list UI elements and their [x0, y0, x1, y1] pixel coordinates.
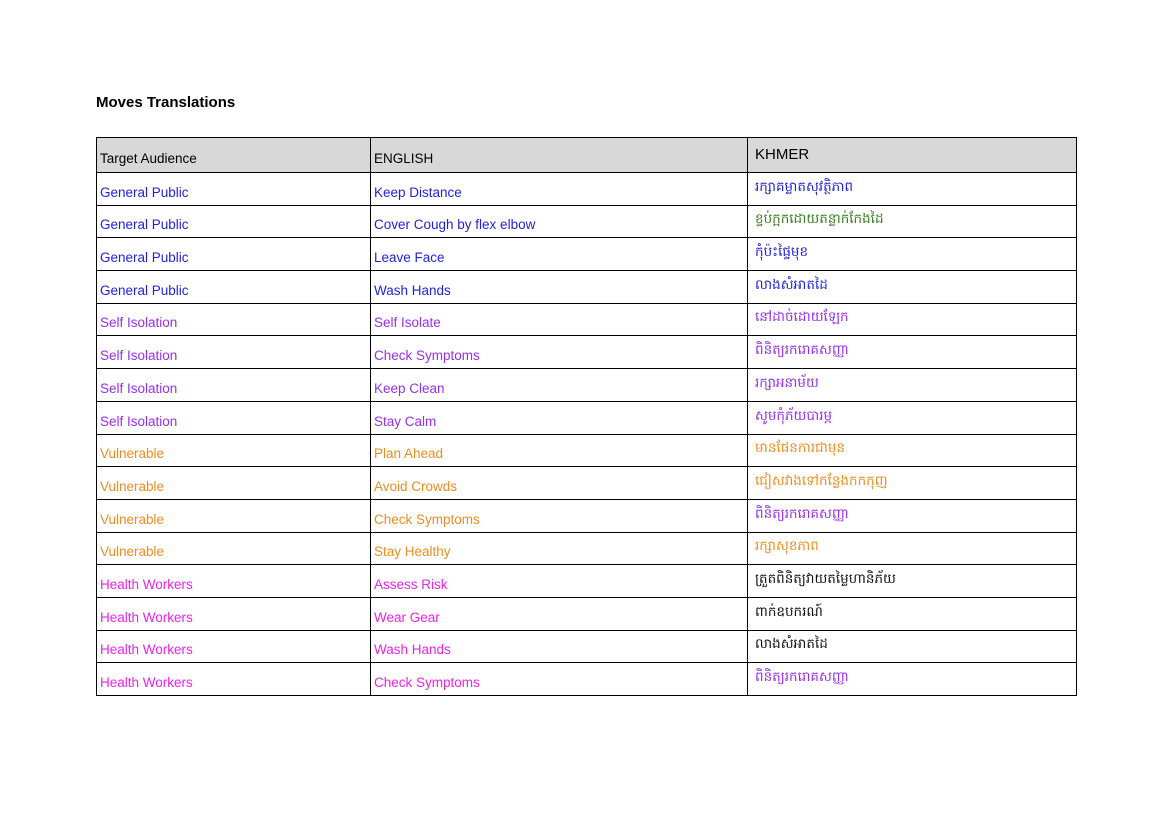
- audience-cell: Health Workers: [97, 565, 371, 598]
- table-row: [97, 369, 1077, 402]
- table-row: [97, 336, 1077, 369]
- table-body: [97, 173, 1077, 696]
- audience-cell: Self Isolation: [97, 369, 371, 402]
- english-cell: Keep Distance: [371, 173, 748, 206]
- khmer-cell: រក្សាគម្លាតសុវត្ថិភាព: [748, 173, 1077, 206]
- khmer-cell: ជៀសវាងទៅកន្លែងកកកុញ: [748, 467, 1077, 500]
- table-header-row: [97, 138, 1077, 173]
- audience-cell: Health Workers: [97, 597, 371, 630]
- khmer-cell: រក្សាអនាម័យ: [748, 369, 1077, 402]
- table-row: [97, 467, 1077, 500]
- khmer-cell: ពាក់ឧបករណ៍: [748, 597, 1077, 630]
- translations-table: [96, 137, 1077, 696]
- english-cell: Plan Ahead: [371, 434, 748, 467]
- audience-cell: Vulnerable: [97, 467, 371, 500]
- audience-cell: General Public: [97, 205, 371, 238]
- table-row: [97, 271, 1077, 304]
- audience-cell: Health Workers: [97, 630, 371, 663]
- english-cell: Wash Hands: [371, 271, 748, 304]
- table-row: [97, 663, 1077, 696]
- table-row: [97, 532, 1077, 565]
- audience-cell: General Public: [97, 173, 371, 206]
- table-row: [97, 173, 1077, 206]
- english-cell: Leave Face: [371, 238, 748, 271]
- english-cell: Check Symptoms: [371, 336, 748, 369]
- audience-cell: Vulnerable: [97, 532, 371, 565]
- audience-cell: Self Isolation: [97, 401, 371, 434]
- audience-cell: Vulnerable: [97, 434, 371, 467]
- header-target-audience: Target Audience: [97, 138, 371, 173]
- khmer-cell: ពិនិត្យរករោគសញ្ញា: [748, 499, 1077, 532]
- table-row: [97, 434, 1077, 467]
- khmer-cell: កុំប៉ះផ្ទៃមុខ: [748, 238, 1077, 271]
- table-row: [97, 303, 1077, 336]
- english-cell: Stay Healthy: [371, 532, 748, 565]
- english-cell: Wear Gear: [371, 597, 748, 630]
- khmer-cell: មានផែនការជាមុន: [748, 434, 1077, 467]
- khmer-cell: ត្រួតពិនិត្យវាយតម្លៃហានិភ័យ: [748, 565, 1077, 598]
- english-cell: Avoid Crowds: [371, 467, 748, 500]
- english-cell: Check Symptoms: [371, 663, 748, 696]
- khmer-cell: នៅដាច់ដោយឡែក: [748, 303, 1077, 336]
- english-cell: Cover Cough by flex elbow: [371, 205, 748, 238]
- english-cell: Wash Hands: [371, 630, 748, 663]
- table-row: [97, 205, 1077, 238]
- khmer-cell: ពិនិត្យរករោគសញ្ញា: [748, 336, 1077, 369]
- table-row: [97, 630, 1077, 663]
- khmer-cell: ពិនិត្យរករោគសញ្ញា: [748, 663, 1077, 696]
- audience-cell: Vulnerable: [97, 499, 371, 532]
- table-row: [97, 499, 1077, 532]
- khmer-cell: លាងសំអាតដៃ: [748, 271, 1077, 304]
- table-row: [97, 597, 1077, 630]
- english-cell: Keep Clean: [371, 369, 748, 402]
- header-english: ENGLISH: [371, 138, 748, 173]
- table-row: [97, 238, 1077, 271]
- audience-cell: Health Workers: [97, 663, 371, 696]
- khmer-cell: សូមកុំភ័យបារម្ភ: [748, 401, 1077, 434]
- audience-cell: Self Isolation: [97, 336, 371, 369]
- table-row: [97, 565, 1077, 598]
- khmer-cell: រក្សាសុខភាព: [748, 532, 1077, 565]
- khmer-cell: ខ្ទប់ក្អកដោយតន្លាក់កែងដៃ: [748, 205, 1077, 238]
- english-cell: Stay Calm: [371, 401, 748, 434]
- header-khmer: KHMER: [748, 138, 1077, 173]
- english-cell: Assess Risk: [371, 565, 748, 598]
- khmer-cell: លាងសំអាតដៃ: [748, 630, 1077, 663]
- english-cell: Self Isolate: [371, 303, 748, 336]
- audience-cell: Self Isolation: [97, 303, 371, 336]
- table-row: [97, 401, 1077, 434]
- audience-cell: General Public: [97, 238, 371, 271]
- audience-cell: General Public: [97, 271, 371, 304]
- page-title: Moves Translations: [96, 94, 236, 111]
- english-cell: Check Symptoms: [371, 499, 748, 532]
